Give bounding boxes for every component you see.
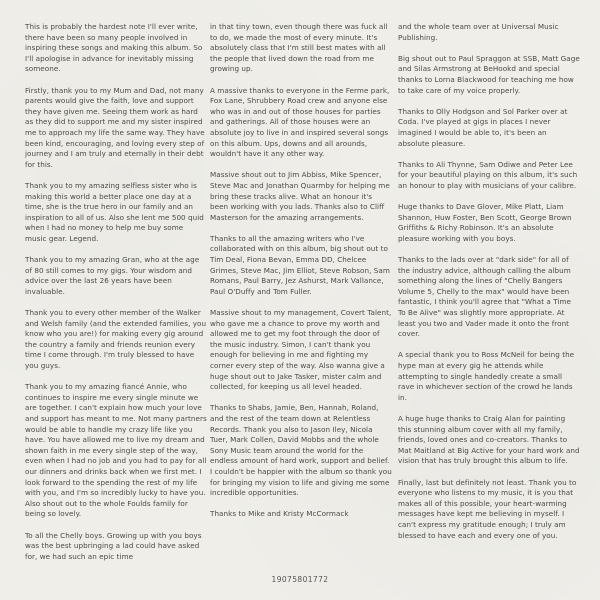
paragraph: Thanks to Olly Hodgson and Sol Parker over at Coda. I've played at gigs in places I never imagined I would be able to, it's been an absolute pleasure. xyxy=(398,106,568,148)
paragraph: Thanks to the lads over at "dark side" for all of the industry advice, although calling the album something along the lines of "Chelly Bangers Volume 5, Chelly to the max" would have been fantastic, I think you'll agree that "What a Time To Be Alive" was slightly more appropriate. At least you two and Vader made it onto the front cover. xyxy=(398,255,572,339)
paragraph: Thanks to all the amazing writers who I've collaborated with on this album, big shout out to Tim Deal, Fiona Bevan, Emma DD, Chelcee Grimes, Steve Mac, Jim Elliot, Steve Robson, Sam Romans, Paul Barry, Jez Ashurst, Mark Vallance, Paul O'Duffy and Tom Fuller. xyxy=(210,233,390,296)
paragraph: Thank you to my amazing fiancé Annie, who continues to inspire me every single minute we are together. I can't explain how much your love and support has meant to me. Not many partners would be able to handle my crazy life like you have. You have allowed me to live my dream and shown faith in me every single step of the way, even when I had no job and you had to pay for all our dinners and drinks back when we first met. I look forward to the spending the rest of my life with you, and I'm so incredibly lucky to have you. Also shout out to the whole Foulds family for being so lovely. xyxy=(25,382,207,519)
paragraph: and the whole team over at Universal Music Publishing. xyxy=(398,22,559,42)
paragraph: A massive thanks to everyone in the Ferme park, Fox Lane, Shrubbery Road crew and anyone else who was in and out of those houses for parties and gatherings. All of those houses were an absolute joy to live in and inspired several songs on this album. Ups, downs and all arounds, wouldn't have it any other way. xyxy=(210,85,390,159)
text-column-3 xyxy=(398,22,580,552)
paragraph: This is probably the hardest note I'll ever write, there have been so many people involved in inspiring these songs and making this album. So I'll apologise in advance for inevitably missing someone. xyxy=(25,22,203,74)
paragraph: Thanks to Shabs, Jamie, Ben, Hannah, Roland, and the rest of the team down at Relentless Records. Thank you also to Jason Iley, Nicola Tuer, Mark Collen, David Mobbs and the whole Sony Music team around the world for the endless amount of hard work, support and belief. I couldn't be happier with the album so thank you for bringing my vision to life and giving me some incredible opportunities. xyxy=(210,403,392,498)
text-column-2 xyxy=(210,22,392,531)
paragraph: Huge thanks to Dave Glover, Mike Platt, Liam Shannon, Huw Foster, Ben Scott, George Brown Griffiths & Richy Robinson. It's an absolute pleasure working with you boys. xyxy=(398,202,572,243)
paragraph: in that tiny town, even though there was fuck all to do, we made the most of every minute. It's absolutely class that I'm still best mates with all the people that lived down the road from me growing up. xyxy=(210,22,388,74)
paragraph: Finally, last but definitely not least. Thank you to everyone who listens to my music, it is you that makes all of this possible, your heart-warming messages have kept me believing in myself. I can't express my gratitude enough; I truly am blessed to have each and every one of you. xyxy=(398,477,577,540)
paragraph: Thank you to my amazing selfless sister who is making this world a better place one day at a time, she is the true hero in our family and an inspiration to all of us. Also she lent me 500 quid when I had no money to help me buy some music gear. Legend. xyxy=(25,180,204,243)
paragraph: To all the Chelly boys. Growing up with you boys was the best upbringing a lad could have asked for, we had such an epic time xyxy=(25,530,202,561)
paragraph: Thanks to Mike and Kristy McCormack xyxy=(210,509,349,519)
paragraph: Thank you to my amazing Gran, who at the age of 80 still comes to my gigs. Your wisdom and advice over the last 26 years have been invaluable. xyxy=(25,255,200,296)
paragraph: A huge huge thanks to Craig Alan for painting this stunning album cover with all my family, friends, loved ones and co-creators. Thanks to Mat Maitland at Big Active for your hard work and vision that has truly brought this album to life. xyxy=(398,413,580,466)
paragraph: Big shout out to Paul Spraggon at SSB, Matt Gage and Silas Armstrong at BeHookd and special thanks to Lorna Blackwood for teaching me how to take care of my voice properly. xyxy=(398,53,580,95)
text-column-1 xyxy=(25,22,207,573)
paragraph: Massive shout out to Jim Abbiss, Mike Spencer, Steve Mac and Jonathan Quarmby for helping me bring these tracks alive. What an honour it's been working with you lads. Thanks also to Cliff Masterson for the amazing arrangements. xyxy=(210,170,390,222)
paragraph: Thanks to Ali Thynne, Sam Odiwe and Peter Lee for your beautiful playing on this album, it's such an honour to play with musicians of your calibre. xyxy=(398,159,578,190)
paragraph: Thank you to every other member of the Walker and Welsh family (and the extended families, you know who you are!) for making every gig around the country a family and friends reunion every time I come through. I'm truly blessed to have you guys. xyxy=(25,308,207,370)
paragraph: Massive shout to my management, Covert Talent, who gave me a chance to prove my worth and allowed me to get my foot through the door of the music industry. Simon, I can't thank you enough for believing in me and fighting my corner every step of the way. Also wanna give a huge shout out to Jake Tasker, mister calm and collected, for keeping us all level headed. xyxy=(210,308,392,392)
catalog-number: 19075801772 xyxy=(271,575,329,584)
paragraph: Firstly, thank you to my Mum and Dad, not many parents would give the faith, love and support they have given me. Seeing them work as hard as they did to support me and my sister inspired me to approach my life the same way. They have been kind, encouraging, and loving every step of journey and I am truly and eternally in their debt for this. xyxy=(25,85,205,169)
paragraph: A special thank you to Ross McNeil for being the hype man at every gig he attends while attempting to single handedly create a small rave in whichever section of the crowd he lands in. xyxy=(398,350,575,402)
